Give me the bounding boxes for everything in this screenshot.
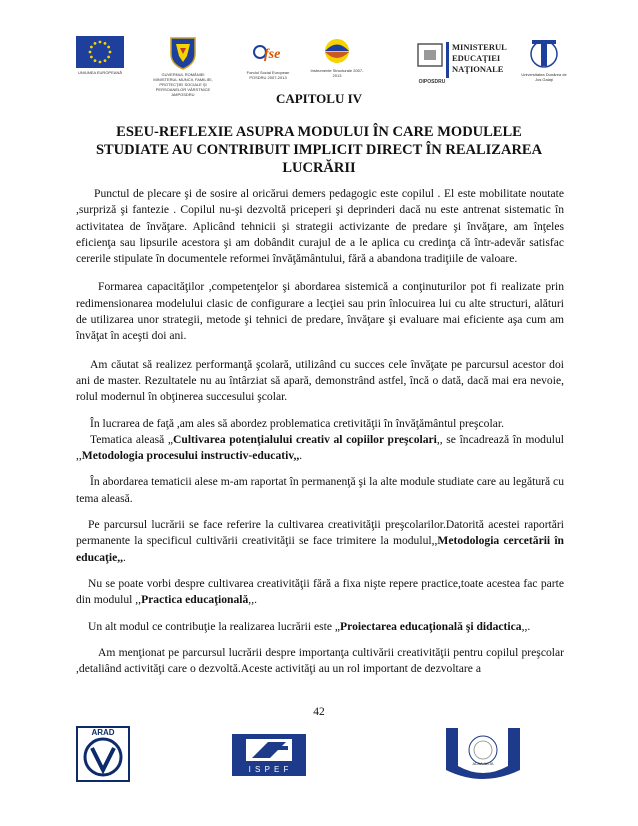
fse-caption: Fondul Social European POSDRU 2007-2013 [246, 70, 290, 80]
paragraph-6: În abordarea tematicii alese m-am raportat în permanenţă şi la alte module studiate care au legătură cu tema aleasă. [76, 475, 564, 505]
p8-part-c: ,,. [248, 593, 257, 607]
paragraph-8 [76, 576, 564, 609]
romania-coat-of-arms-logo [153, 34, 213, 97]
chapter-heading: CAPITOLU IV [275, 91, 363, 106]
p7-part-c: . [123, 550, 126, 564]
eu-flag-icon [76, 36, 124, 68]
paragraph-10: Am menţionat pe parcursul lucrării despre importanţa cultivării creativităţii pentru copilul preşcolar ,detaliând activităţi care o dezvoltă.Aceste activităţi au un rol important de dezvoltare a [76, 645, 564, 676]
ministry-bar [446, 42, 449, 78]
university-caption: Universitatea Dunărea de Jos Galaţi [521, 72, 567, 82]
body-text [76, 186, 564, 684]
p7-bold-module: Metodologia cercetării în educaţie,, [76, 534, 564, 564]
p8-bold-module: Practica educaţională [141, 593, 249, 607]
structural-instruments-logo [310, 36, 364, 78]
oiposdru-icon [416, 42, 444, 68]
p9-part-a: Un alt modul ce contribuţie la realizarea lucrării este „ [88, 619, 341, 633]
chapter-title: ESEU-REFLEXIE ASUPRA MODULUI ÎN CARE MODULELE STUDIATE AU CONTRIBUIT IMPLICIT DIRECT ÎN REALIZAREA LUCRĂRII [95, 124, 543, 176]
p5-part-c: ,, se încadrează în modulul ,, [76, 432, 565, 463]
oiposdru-logo [416, 42, 446, 85]
university-icon [528, 34, 560, 70]
university-seal-icon [440, 726, 526, 780]
fse-logo [246, 40, 290, 80]
arad-text: ARAD [91, 728, 115, 737]
page-number: 42 [313, 706, 325, 718]
eu-flag-caption: UNIUNEA EUROPEANĂ [77, 70, 122, 75]
p5-part-e: . [299, 449, 303, 463]
fse-icon [250, 40, 286, 66]
paragraph-7 [76, 517, 564, 566]
paragraph-5 [76, 432, 564, 465]
ispef-logo [232, 734, 306, 781]
p8-part-a: Nu se poate vorbi despre cultivarea creativităţii fără a fixa nişte repere practice,toate acestea fac parte din modulul ,, [76, 576, 564, 607]
svg-text:fse: fse [264, 47, 281, 62]
p7-part-a: Pe parcursul lucrării se face referire la cultivarea creativităţii preşcolarilor.Datorită acestei raportări permanente la specificul cultivării creativităţii se face trimitere la modulul,, [76, 518, 564, 548]
oiposdru-caption: OIPOSDRU [418, 79, 446, 85]
ministry-line2: EDUCAŢIEI [452, 53, 501, 63]
p5-part-a: Tematica aleasă „ [90, 432, 174, 446]
romania-caption: GUVERNUL ROMÂNIEI MINISTERUL MUNCII, FAMILIEI, PROTECŢIEI SOCIALE ŞI PERSOANELOR VÂRSTNICE AMPOSDRU [153, 72, 213, 97]
p5-bold-module: Metodologia procesului instructiv-educativ,, [81, 449, 300, 463]
paragraph-3: Am căutat să realizez performanţă şcolară, utilizând cu succes cele învăţate pe parcursul acestor doi ani de master. Rezultatele nu au întârziat să apară, demonstrând astfel, încă o dată, dacă mai era nevoie, rolul modernul în obţinerea succesului şcolar. [76, 357, 564, 404]
paragraph-4: În lucrarea de faţă ,am ales să abordez problematica cretivităţii în învăţământul preşcolar. [90, 416, 504, 430]
paragraph-1: Punctul de plecare şi de sosire al oricărui demers pedagogic este copilul . El este mobilitate noutate ,surpriză şi fantezie . Copilul nu-şi dezvoltă priceperi şi deprinderi dacă nu este antrenat sistematic în activitatea de învăţare. Aplicând tehnicii şi strategii activizante de predare şi învăţare, am înţeles eficienţa sau lipsurile acestora şi am dobândit curajul de a le aplica cu credinţa că într-adevăr satisfac cererile stipulate în documentele reformei învăţământului, fără a abandona tradiţiile de valoare. [76, 187, 564, 266]
coat-of-arms-icon [168, 34, 198, 70]
p9-bold-module: Proiectarea educaţională şi didactica [340, 619, 522, 633]
p5-bold-topic: Cultivarea potenţialului creativ al copiilor preşcolari [173, 432, 437, 446]
structural-caption: Instrumente Structurale 2007-2013 [310, 68, 364, 78]
university-logo [521, 34, 567, 82]
ministry-line1: MINISTERUL [452, 42, 507, 52]
p9-part-c: ,,. [521, 619, 531, 633]
university-seal-logo [440, 726, 526, 785]
ministry-line3: NAŢIONALE [452, 64, 504, 74]
ispef-text: I S P E F [248, 765, 290, 774]
university-seal-caption: ALBA IULIA [472, 761, 494, 766]
structural-instruments-icon [320, 36, 354, 66]
paragraph-9 [76, 619, 564, 635]
eu-flag-logo [76, 36, 124, 73]
paragraph-2: Formarea capacităţilor ,competenţelor şi abordarea sistemică a conţinuturilor pot fi realizate prin redimensionarea modelului clasic de configurare a lecţiei sau prin înlocuirea lui cu alte structuri, alături de utilizarea unor strategii, metode şi tehnici de predare, învăţare şi evaluare mai eficiente aşa cum am învăţat în aceşti doi ani. [76, 280, 564, 343]
arad-university-logo [76, 726, 130, 787]
